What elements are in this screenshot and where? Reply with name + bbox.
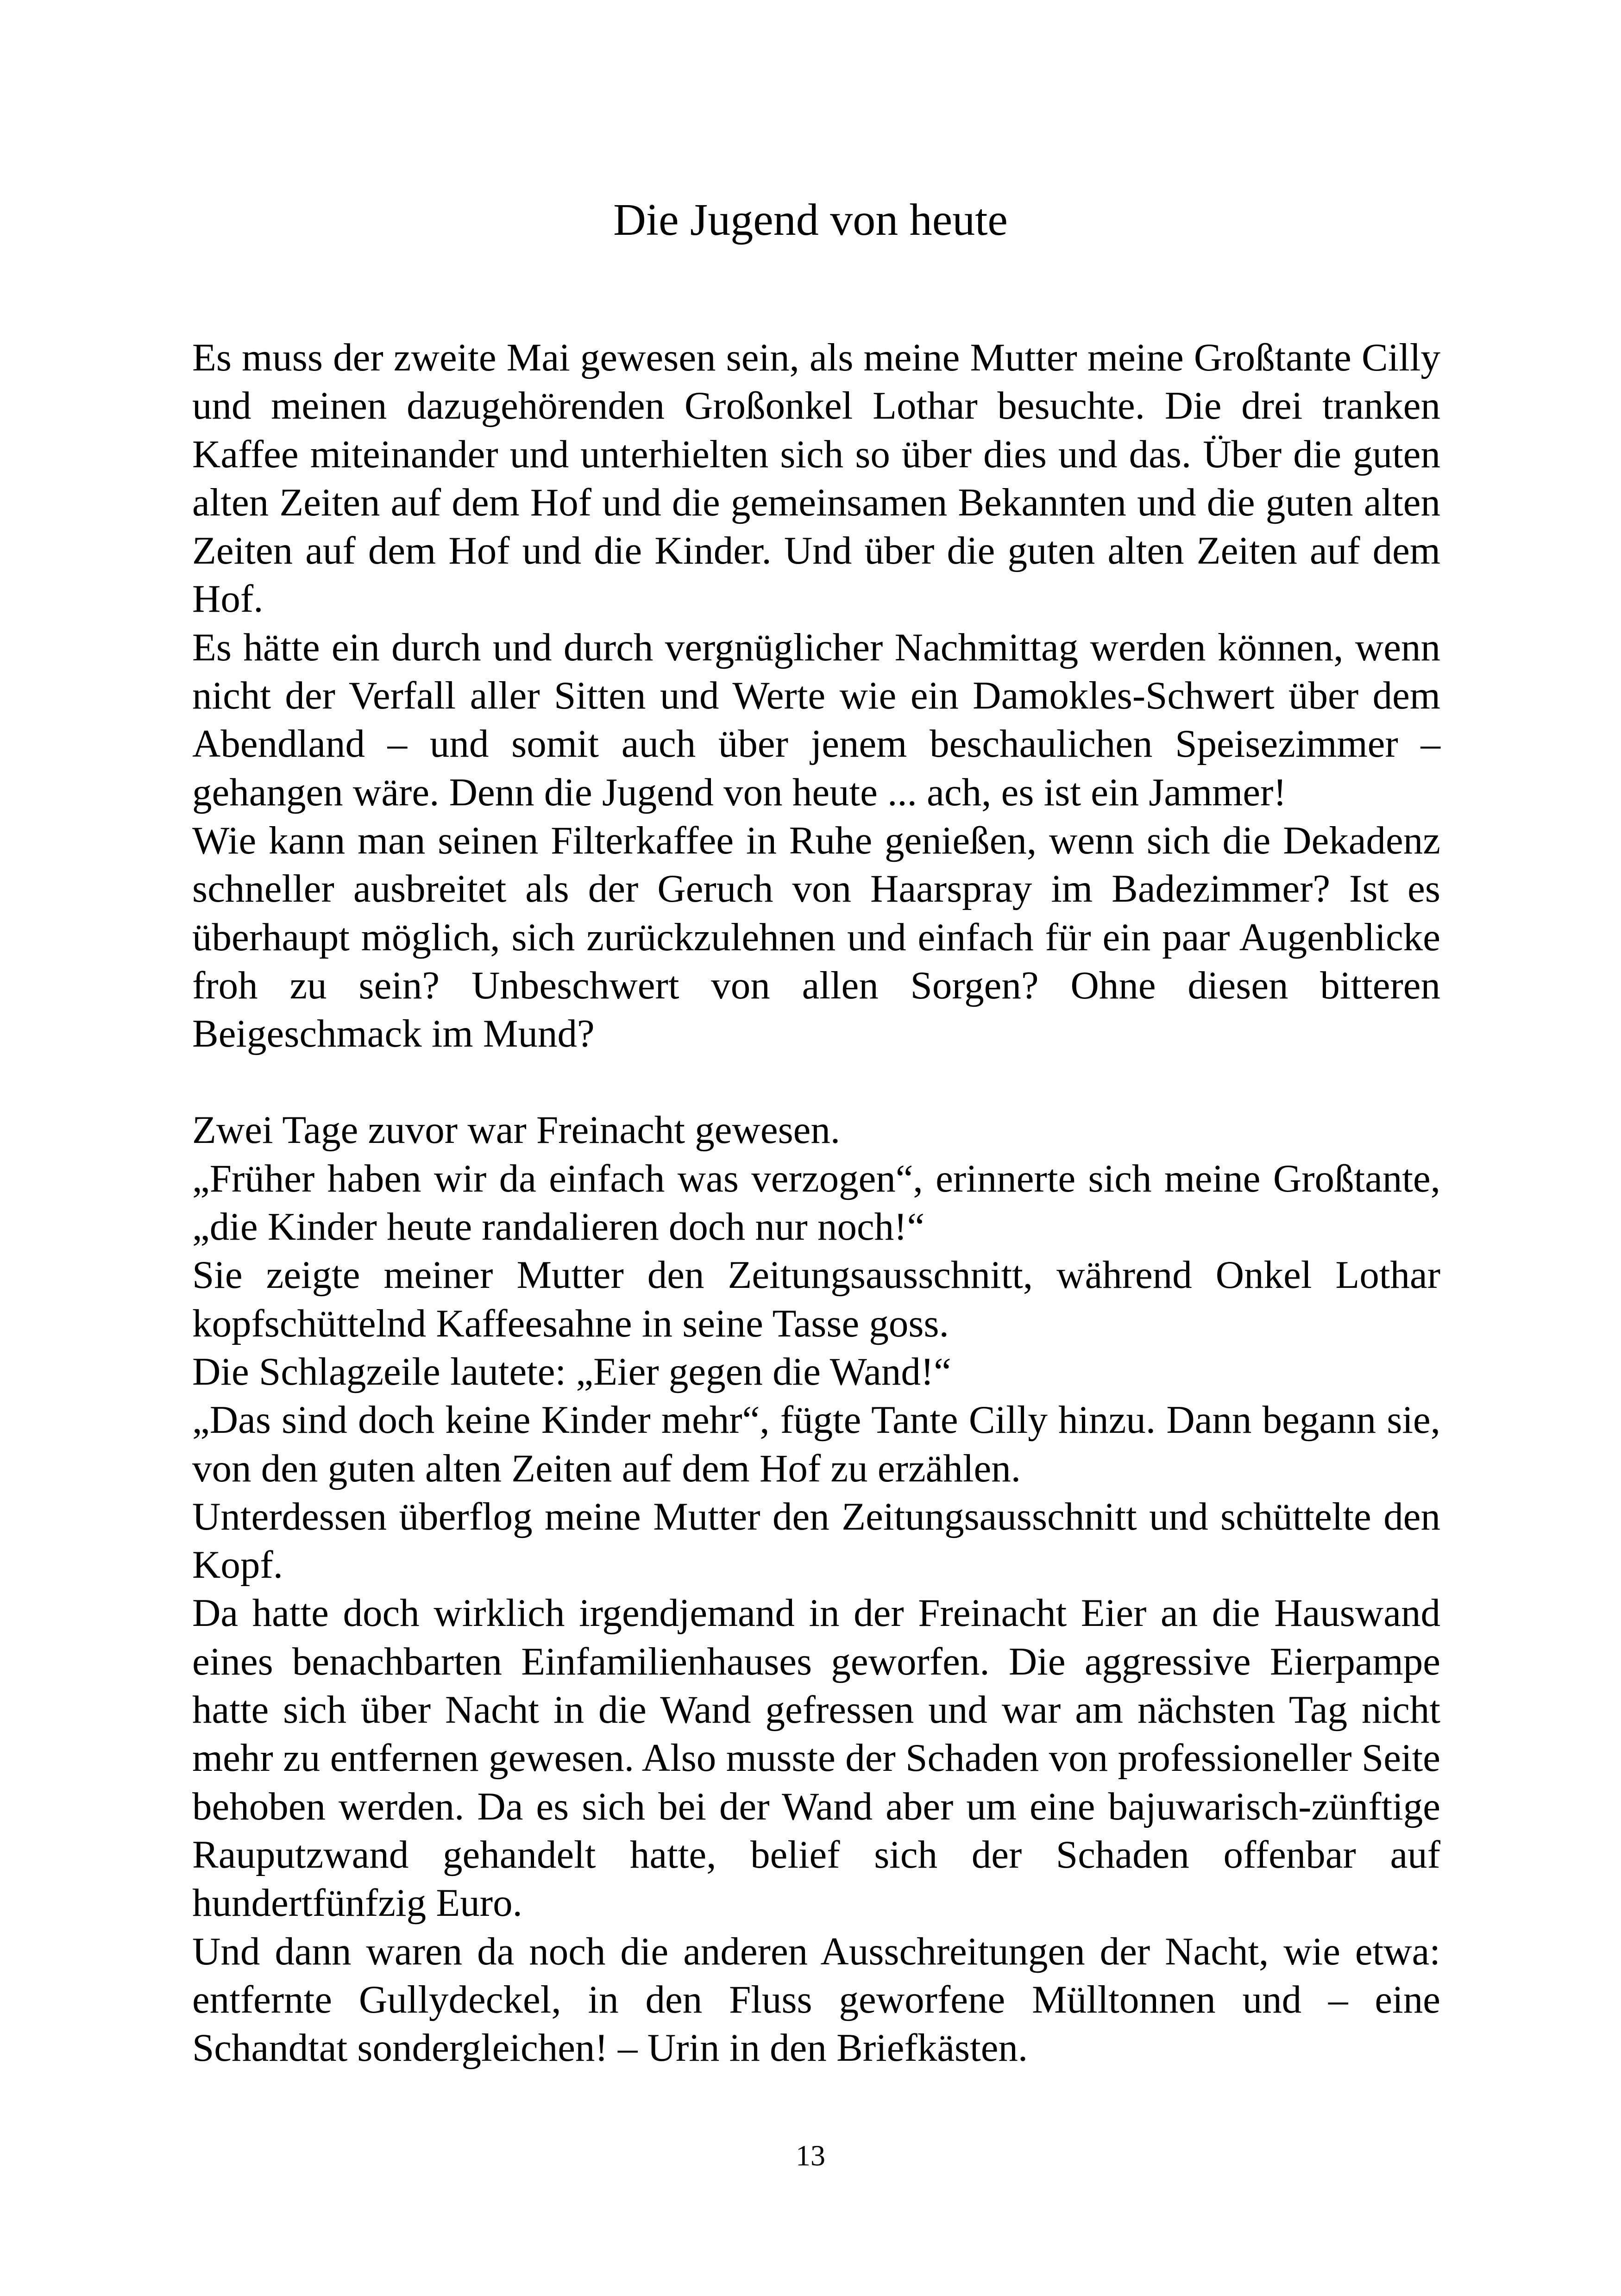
paragraph: Sie zeigte meiner Mutter den Zeitungsausschnitt, während Onkel Lothar kopfschüttelnd Kaffeesahne in seine Tasse goss. [192, 1253, 1440, 1345]
paragraph: „Früher haben wir da einfach was verzogen“, erinnerte sich meine Großtante, „die Kinder heute randalieren doch nur noch!“ [192, 1156, 1440, 1249]
paragraph: Wie kann man seinen Filterkaffee in Ruhe genießen, wenn sich die Dekadenz schneller ausbreitet als der Geruch von Haarspray im Badezimmer? Ist es überhaupt möglich, sich zurückzulehnen und einfach für ein paar Augenblicke froh zu sein? Unbeschwert von allen Sorgen? Ohne diesen bitteren Beigeschmack im Mund? [192, 818, 1440, 1056]
paragraph: „Das sind doch keine Kinder mehr“, fügte Tante Cilly hinzu. Dann begann sie, von den guten alten Zeiten auf dem Hof zu erzählen. [192, 1398, 1440, 1490]
paragraph-spacer [192, 1058, 1440, 1106]
paragraph: Da hatte doch wirklich irgendjemand in der Freinacht Eier an die Hauswand eines benachbarten Einfamilienhauses geworfen. Die aggressive Eierpampe hatte sich über Nacht in die Wand gefressen und war am nächsten Tag nicht mehr zu entfernen gewesen. Also musste der Schaden von professioneller Seite behoben werden. Da es sich bei der Wand aber um eine bajuwarisch-zünftige Rauputzwand gehandelt hatte, belief sich der Schaden offenbar auf hundertfünfzig Euro. [192, 1591, 1440, 1925]
page-number: 13 [796, 2139, 825, 2172]
paragraph: Es hätte ein durch und durch vergnüglicher Nachmittag werden können, wenn nicht der Verfall aller Sitten und Werte wie ein Damokles-Schwert über dem Abendland – und somit auch über jenem beschaulichen Speisezimmer – gehangen wäre. Denn die Jugend von heute ... ach, es ist ein Jammer! [192, 625, 1440, 814]
page-title: Die Jugend von heute [613, 195, 1008, 245]
body-text [192, 333, 1440, 2072]
paragraph: Die Schlagzeile lautete: „Eier gegen die Wand!“ [192, 1349, 951, 1393]
paragraph: Unterdessen überflog meine Mutter den Zeitungsausschnitt und schüttelte den Kopf. [192, 1494, 1440, 1587]
paragraph: Und dann waren da noch die anderen Ausschreitungen der Nacht, wie etwa: entfernte Gullydeckel, in den Fluss geworfene Mülltonnen und – eine Schandtat sondergleichen! – Urin in den Briefkästen. [192, 1929, 1440, 2070]
paragraph: Zwei Tage zuvor war Freinacht gewesen. [192, 1108, 841, 1152]
paragraph: Es muss der zweite Mai gewesen sein, als meine Mutter meine Großtante Cilly und meinen dazugehörenden Großonkel Lothar besuchte. Die drei tranken Kaffee miteinander und unterhielten sich so über dies und das. Über die guten alten Zeiten auf dem Hof und die gemeinsamen Bekannten und die guten alten Zeiten auf dem Hof und die Kinder. Und über die guten alten Zeiten auf dem Hof. [192, 336, 1440, 621]
